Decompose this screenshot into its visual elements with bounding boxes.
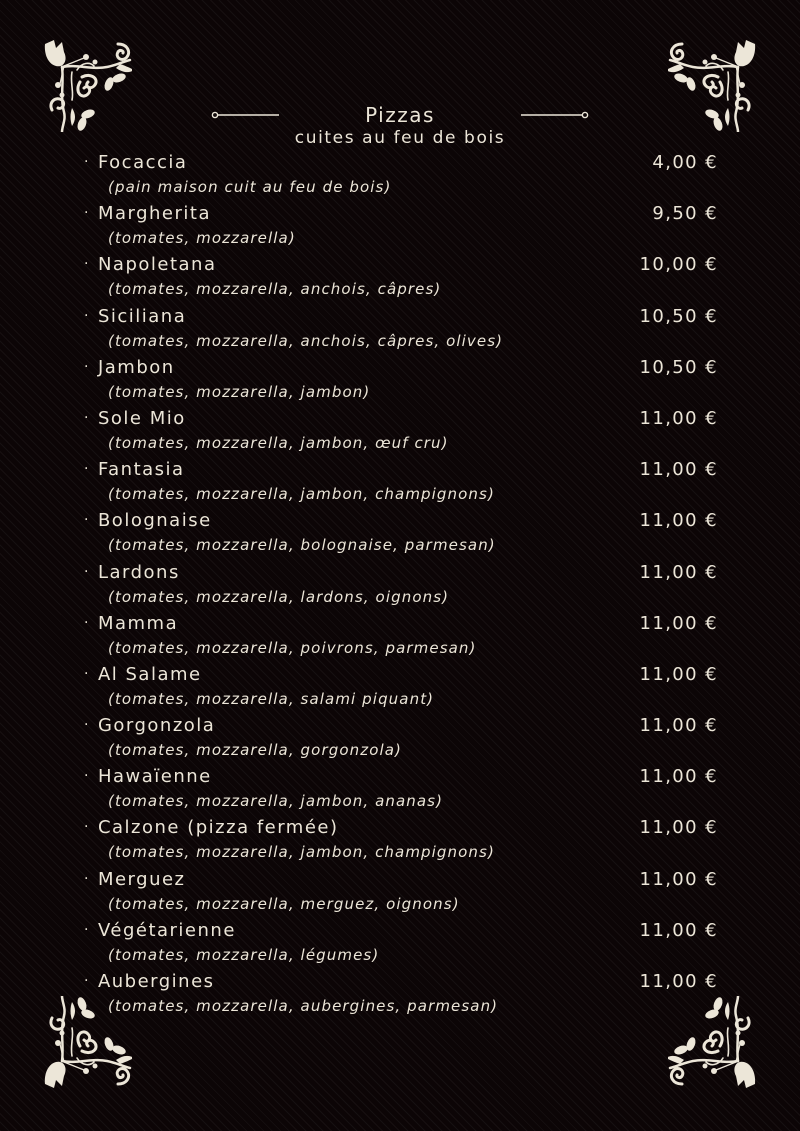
menu-item bbox=[84, 306, 718, 357]
item-price: 11,00 € bbox=[639, 459, 718, 481]
menu-item bbox=[84, 971, 718, 1022]
menu-item bbox=[84, 869, 718, 920]
item-description: (tomates, mozzarella, bolognaise, parmesan) bbox=[108, 536, 496, 555]
item-price: 11,00 € bbox=[639, 510, 718, 532]
item-price: 11,00 € bbox=[639, 971, 718, 992]
item-name: Hawaïenne bbox=[97, 766, 212, 788]
pizza-menu-list bbox=[84, 152, 718, 1022]
menu-item bbox=[84, 254, 718, 305]
item-price: 11,00 € bbox=[639, 919, 718, 941]
menu-item bbox=[84, 357, 718, 408]
bullet-icon: · bbox=[84, 921, 90, 938]
item-description: (tomates, mozzarella, merguez, oignons) bbox=[108, 894, 460, 913]
bullet-icon: · bbox=[84, 563, 90, 580]
item-name: Siciliana bbox=[97, 305, 187, 327]
item-description: (tomates, mozzarella, anchois, câpres) bbox=[108, 280, 442, 299]
bullet-icon: · bbox=[84, 256, 90, 273]
item-name: Focaccia bbox=[97, 152, 188, 173]
menu-item bbox=[84, 152, 718, 203]
menu-item bbox=[84, 203, 718, 254]
bullet-icon: · bbox=[84, 768, 90, 785]
bullet-icon: · bbox=[84, 512, 90, 529]
item-description: (tomates, mozzarella, anchois, câpres, olives) bbox=[108, 331, 504, 350]
item-description: (tomates, mozzarella, salami piquant) bbox=[108, 689, 435, 708]
bullet-icon: · bbox=[84, 614, 90, 631]
bullet-icon: · bbox=[84, 358, 90, 375]
decorative-rule-right-icon bbox=[521, 108, 589, 122]
section-subtitle: cuites au feu de bois bbox=[294, 128, 506, 148]
item-name: Margherita bbox=[97, 203, 211, 225]
item-description: (tomates, mozzarella, aubergines, parmesan) bbox=[108, 997, 499, 1015]
item-price: 11,00 € bbox=[639, 663, 718, 685]
item-description: (tomates, mozzarella, gorgonzola) bbox=[108, 741, 402, 760]
item-name: Calzone (pizza fermée) bbox=[97, 817, 339, 839]
bullet-icon: · bbox=[84, 717, 90, 734]
item-price: 10,00 € bbox=[639, 254, 718, 276]
bullet-icon: · bbox=[84, 870, 90, 887]
item-name: Sole Mio bbox=[97, 407, 186, 429]
bullet-icon: · bbox=[84, 307, 90, 324]
item-name: Merguez bbox=[97, 868, 186, 890]
item-name: Fantasia bbox=[97, 459, 185, 481]
menu-item bbox=[84, 510, 718, 561]
item-name: Bolognaise bbox=[97, 510, 212, 532]
item-price: 11,00 € bbox=[639, 407, 718, 429]
menu-item bbox=[84, 766, 718, 817]
item-description: (tomates, mozzarella, légumes) bbox=[108, 945, 380, 964]
item-name: Gorgonzola bbox=[97, 715, 216, 737]
menu-header bbox=[0, 98, 800, 148]
item-price: 11,00 € bbox=[639, 612, 718, 634]
menu-item bbox=[84, 715, 718, 766]
item-name: Mamma bbox=[97, 612, 179, 634]
item-price: 11,00 € bbox=[639, 766, 718, 788]
section-title: Pizzas bbox=[365, 103, 435, 127]
item-price: 4,00 € bbox=[652, 152, 718, 173]
menu-item bbox=[84, 613, 718, 664]
title-row bbox=[0, 98, 800, 132]
decorative-rule-left-icon bbox=[211, 108, 279, 122]
item-description: (tomates, mozzarella, lardons, oignons) bbox=[108, 587, 450, 606]
item-name: Végétarienne bbox=[97, 919, 236, 941]
menu-item bbox=[84, 459, 718, 510]
item-description: (tomates, mozzarella, jambon, champignons) bbox=[108, 485, 495, 504]
bullet-icon: · bbox=[84, 205, 90, 222]
item-description: (tomates, mozzarella, poivrons, parmesan) bbox=[108, 638, 477, 657]
item-name: Napoletana bbox=[97, 254, 217, 276]
item-name: Lardons bbox=[97, 561, 180, 583]
bullet-icon: · bbox=[84, 665, 90, 682]
bullet-icon: · bbox=[84, 973, 90, 989]
item-description: (pain maison cuit au feu de bois) bbox=[108, 178, 392, 196]
menu-item bbox=[84, 562, 718, 613]
menu-item bbox=[84, 408, 718, 459]
bullet-icon: · bbox=[84, 461, 90, 478]
item-name: Jambon bbox=[97, 356, 175, 378]
menu-item bbox=[84, 817, 718, 868]
bullet-icon: · bbox=[84, 819, 90, 836]
item-name: Al Salame bbox=[97, 663, 202, 685]
bullet-icon: · bbox=[84, 154, 90, 170]
item-price: 11,00 € bbox=[639, 817, 718, 839]
item-description: (tomates, mozzarella) bbox=[108, 229, 296, 248]
menu-item bbox=[84, 920, 718, 971]
menu-item bbox=[84, 664, 718, 715]
item-price: 11,00 € bbox=[639, 561, 718, 583]
item-price: 11,00 € bbox=[639, 715, 718, 737]
item-name: Aubergines bbox=[97, 971, 215, 992]
item-description: (tomates, mozzarella, jambon) bbox=[108, 382, 371, 401]
bullet-icon: · bbox=[84, 409, 90, 426]
item-price: 9,50 € bbox=[652, 203, 718, 225]
item-description: (tomates, mozzarella, jambon, champignons) bbox=[108, 843, 495, 862]
item-description: (tomates, mozzarella, jambon, ananas) bbox=[108, 792, 444, 811]
item-price: 10,50 € bbox=[639, 356, 718, 378]
item-description: (tomates, mozzarella, jambon, œuf cru) bbox=[108, 433, 449, 452]
item-price: 11,00 € bbox=[639, 868, 718, 890]
item-price: 10,50 € bbox=[639, 305, 718, 327]
